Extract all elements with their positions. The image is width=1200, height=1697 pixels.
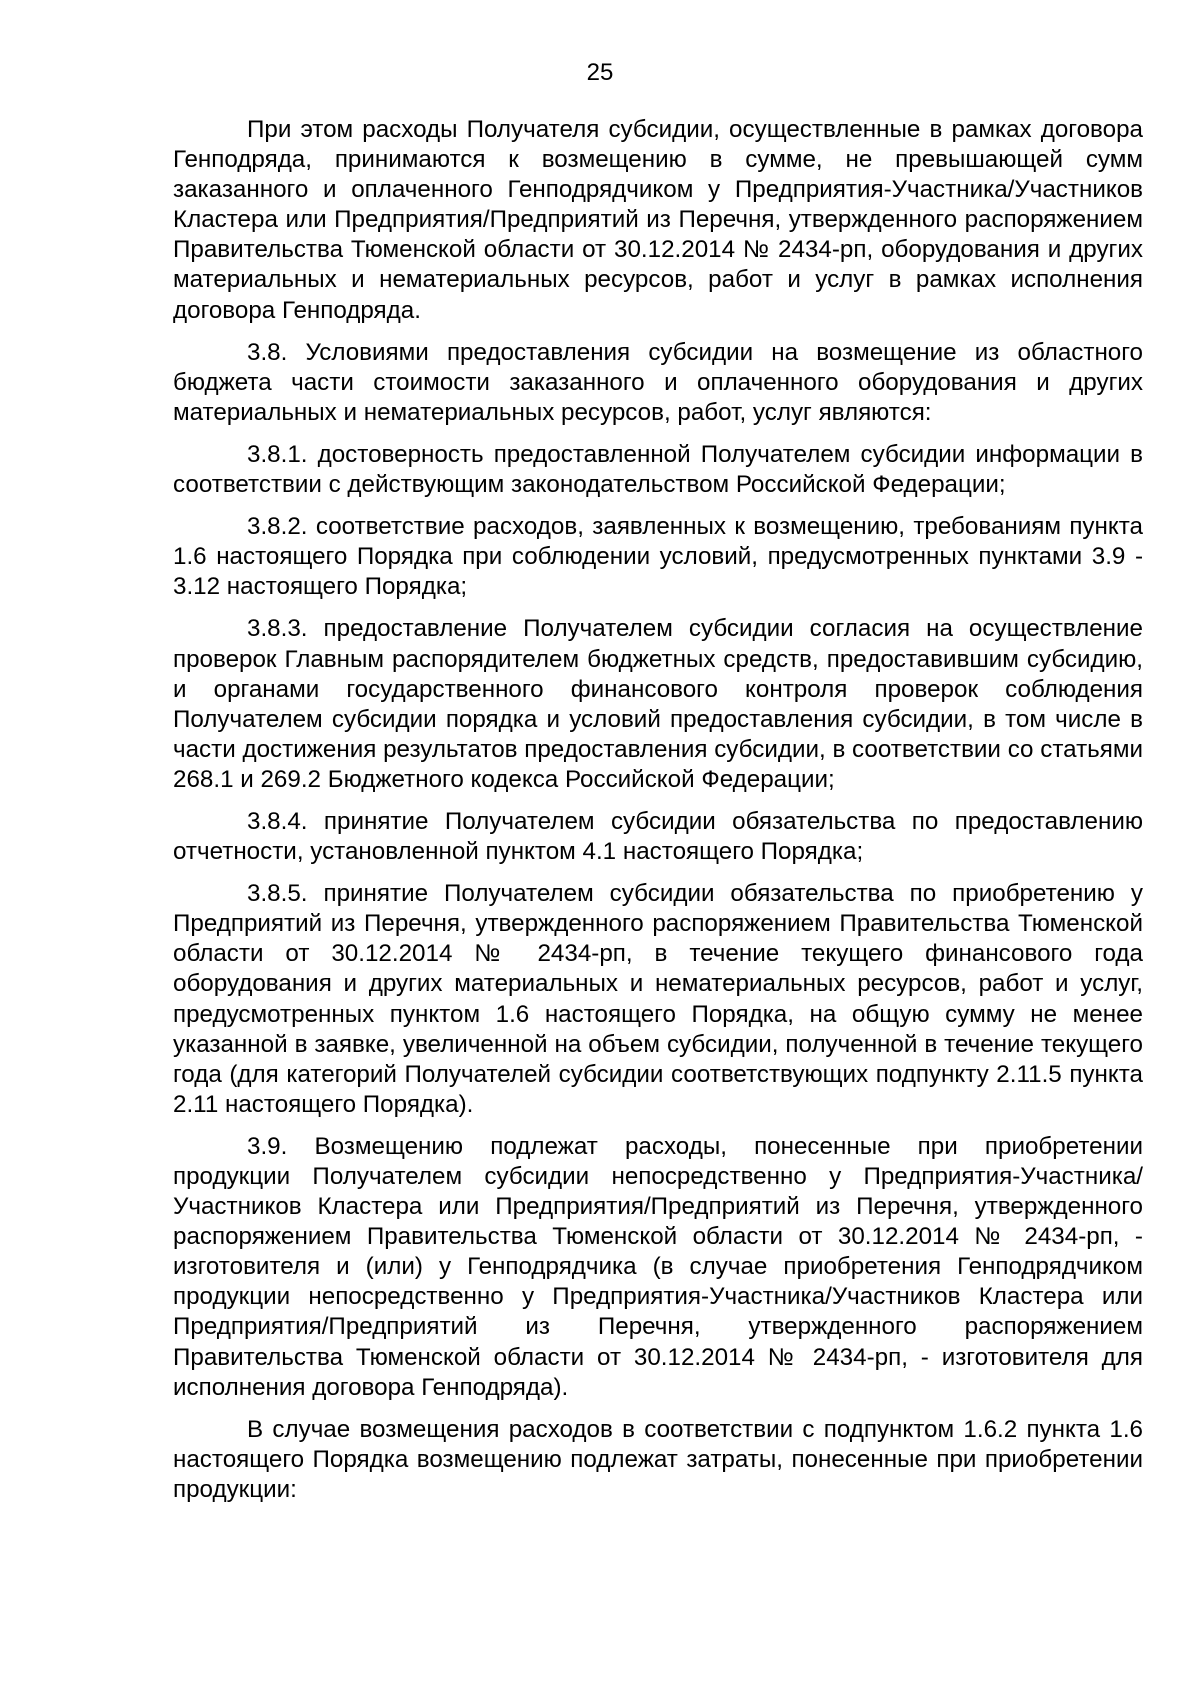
paragraph-expenses-general-contract: При этом расходы Получателя субсидии, осуществленные в рамках договора Генподряда, принимаются к возмещению в сумме, не превышающей сумм заказанного и оплаченного Генподрядчиком у Предприятия-Участника/Участников Кластера или Предприятия/Предприятий из Перечня, утвержденного распоряжением Правительства Тюменской области от 30.12.2014 № 2434-рп, оборудования и других материальных и нематериальных ресурсов, работ и услуг в рамках исполнения договора Генподряда. xyxy=(173,116,1143,324)
paragraph-3-8-5: 3.8.5. принятие Получателем субсидии обязательства по приобретению у Предприятий из Перечня, утвержденного распоряжением Правительства Тюменской области от 30.12.2014 № 2434-рп, в течение текущего финансового года оборудования и других материальных и нематериальных ресурсов, работ и услуг, предусмотренных пунктом 1.6 настоящего Порядка, на общую сумму не менее указанной в заявке, увеличенной на объем субсидии, полученной в течение текущего года (для категорий Получателей субсидии соответствующих подпункту 2.11.5 пункта 2.11 настоящего Порядка). xyxy=(173,880,1143,1118)
paragraph-reimbursement-case: В случае возмещения расходов в соответствии с подпунктом 1.6.2 пункта 1.6 настоящего Порядка возмещению подлежат затраты, понесенные при приобретении продукции: xyxy=(173,1415,1143,1503)
paragraph-3-8-1: 3.8.1. достоверность предоставленной Получателем субсидии информации в соответствии с действующим законодательством Российской Федерации; xyxy=(173,440,1143,499)
paragraph-3-8-3: 3.8.3. предоставление Получателем субсидии согласия на осуществление проверок Главным распорядителем бюджетных средств, предоставившим субсидию, и органами государственного финансового контроля проверок соблюдения Получателем субсидии порядка и условий предоставления субсидии, в том числе в части достижения результатов предоставления субсидии, в соответствии со статьями 268.1 и 269.2 Бюджетного кодекса Российской Федерации; xyxy=(173,615,1143,793)
paragraph-3-9: 3.9. Возмещению подлежат расходы, понесенные при приобретении продукции Получателем субсидии непосредственно у Предприятия-Участника/Участников Кластера или Предприятия/Предприятий из Перечня, утвержденного распоряжением Правительства Тюменской области от 30.12.2014 № 2434-рп, - изготовителя и (или) у Генподрядчика (в случае приобретения Генподрядчиком продукции непосредственно у Предприятия-Участника/Участников Кластера или Предприятия/Предприятий из Перечня, утвержденного распоряжением Правительства Тюменской области от 30.12.2014 № 2434-рп, - изготовителя для исполнения договора Генподряда). xyxy=(173,1132,1143,1401)
page-number: 25 xyxy=(586,59,614,86)
paragraph-3-8-4: 3.8.4. принятие Получателем субсидии обязательства по предоставлению отчетности, установленной пунктом 4.1 настоящего Порядка; xyxy=(173,807,1143,866)
document-body xyxy=(173,115,1143,1517)
paragraph-3-8-2: 3.8.2. соответствие расходов, заявленных к возмещению, требованиям пункта 1.6 настоящего Порядка при соблюдении условий, предусмотренных пунктами 3.9 - 3.12 настоящего Порядка; xyxy=(173,513,1143,601)
paragraph-3-8: 3.8. Условиями предоставления субсидии на возмещение из областного бюджета части стоимости заказанного и оплаченного оборудования и других материальных и нематериальных ресурсов, работ, услуг являются: xyxy=(173,338,1143,426)
